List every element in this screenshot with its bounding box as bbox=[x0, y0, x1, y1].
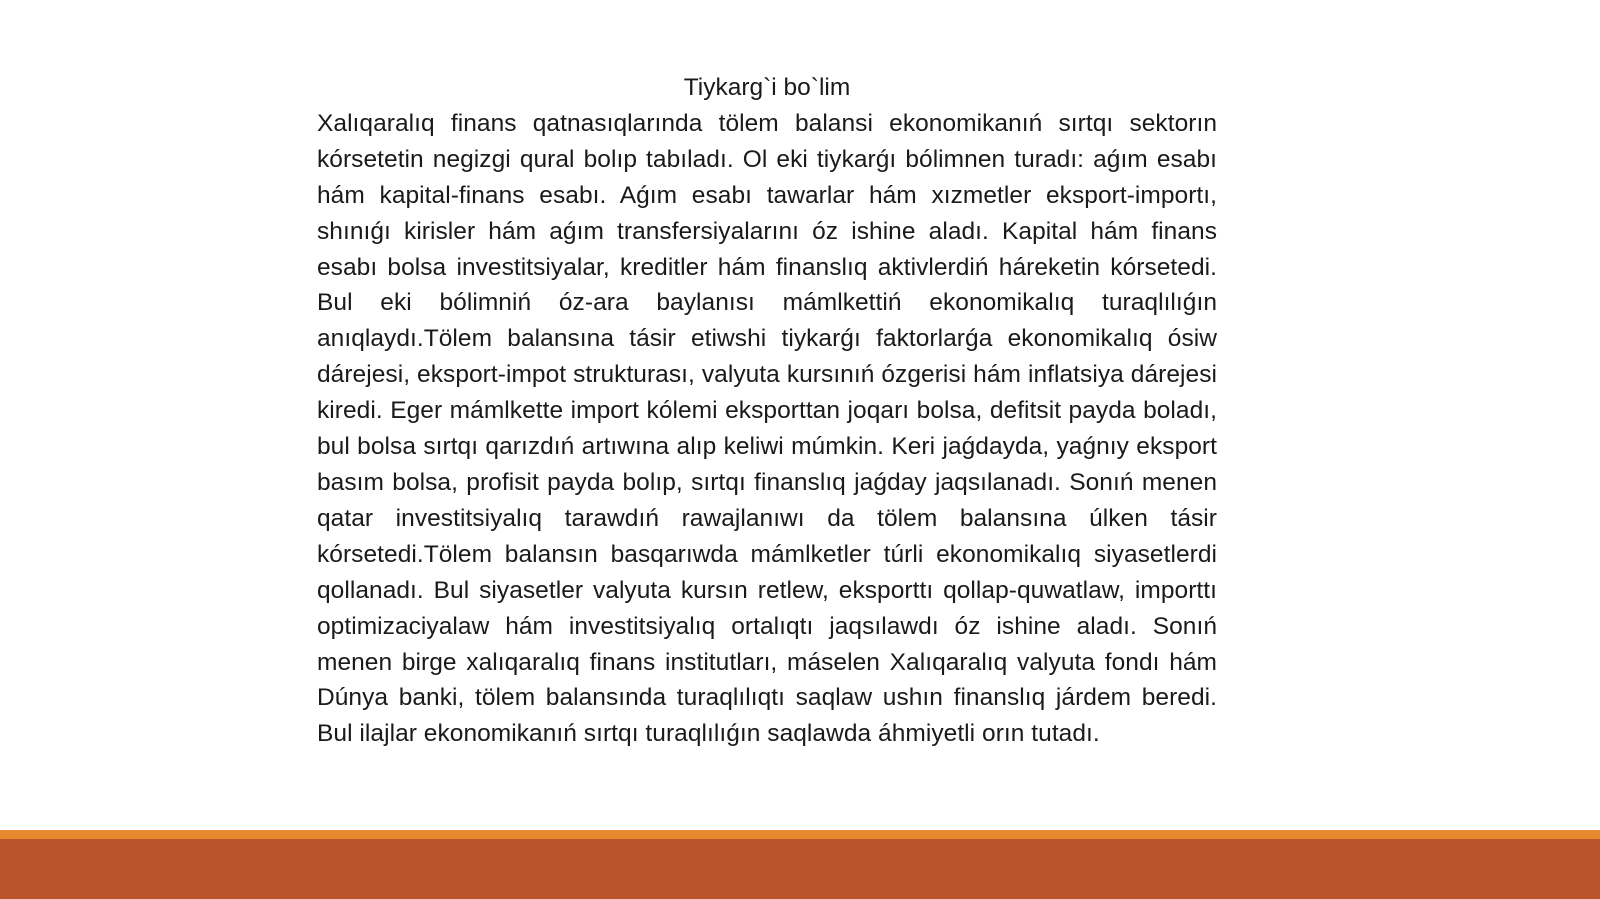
slide-title: Tiykarg`i bo`lim bbox=[683, 74, 851, 101]
slide-content bbox=[317, 70, 1217, 752]
slide-body-text: Xalıqaralıq finans qatnasıqlarında tölem balansi ekonomikanıń sırtqı sektorın kórsetetin negizgi qural bolıp tabıladı. Ol eki tiykarǵı bólimnen turadı: aǵım esabı hám kapital-finans esabı. Aǵım esabı tawarlar hám xızmetler eksport-importı, shınıǵı kirisler hám aǵım transfersiyalarını óz ishine aladı. Kapital hám finans esabı bolsa investitsiyalar, kreditler hám finanslıq aktivlerdiń háreketin kórsetedi. Bul eki bólimniń óz-ara baylanısı mámlkettiń ekonomikalıq turaqlılıǵın anıqlaydı.Tölem balansına tásir etiwshi tiykarǵı faktorlarǵa ekonomikalıq ósiw dárejesi, eksport-impot strukturası, valyuta kursınıń ózgerisi hám inflatsiya dárejesi kiredi. Eger mámlkette import kólemi eksporttan joqarı bolsa, defitsit payda boladı, bul bolsa sırtqı qarızdıń artıwına alıp keliwi múmkin. Keri jaǵdayda, yaǵnıy eksport basım bolsa, profisit payda bolıp, sırtqı finanslıq jaǵday jaqsılanadı. Sonıń menen qatar investitsiyalıq tarawdıń rawajlanıwı da tölem balansına úlken tásir kórsetedi.Tölem balansın basqarıwda mámlketler túrli ekonomikalıq siyasetlerdi qollanadı. Bul siyasetler valyuta kursın retlew, eksporttı qollap-quwatlaw, importtı optimizaciyalaw hám investitsiyalıq ortalıqtı jaqsılawdı óz ishine aladı. Sonıń menen birge xalıqaralıq finans institutları, máselen Xalıqaralıq valyuta fondı hám Dúnya banki, tölem balansında turaqlılıqtı saqlaw ushın finanslıq járdem beredi. Bul ilajlar ekonomikanıń sırtqı turaqlılıǵın saqlawda áhmiyetli orın tutadı. bbox=[317, 109, 1217, 748]
footer-band bbox=[0, 830, 1600, 899]
footer-accent-line bbox=[0, 830, 1600, 839]
